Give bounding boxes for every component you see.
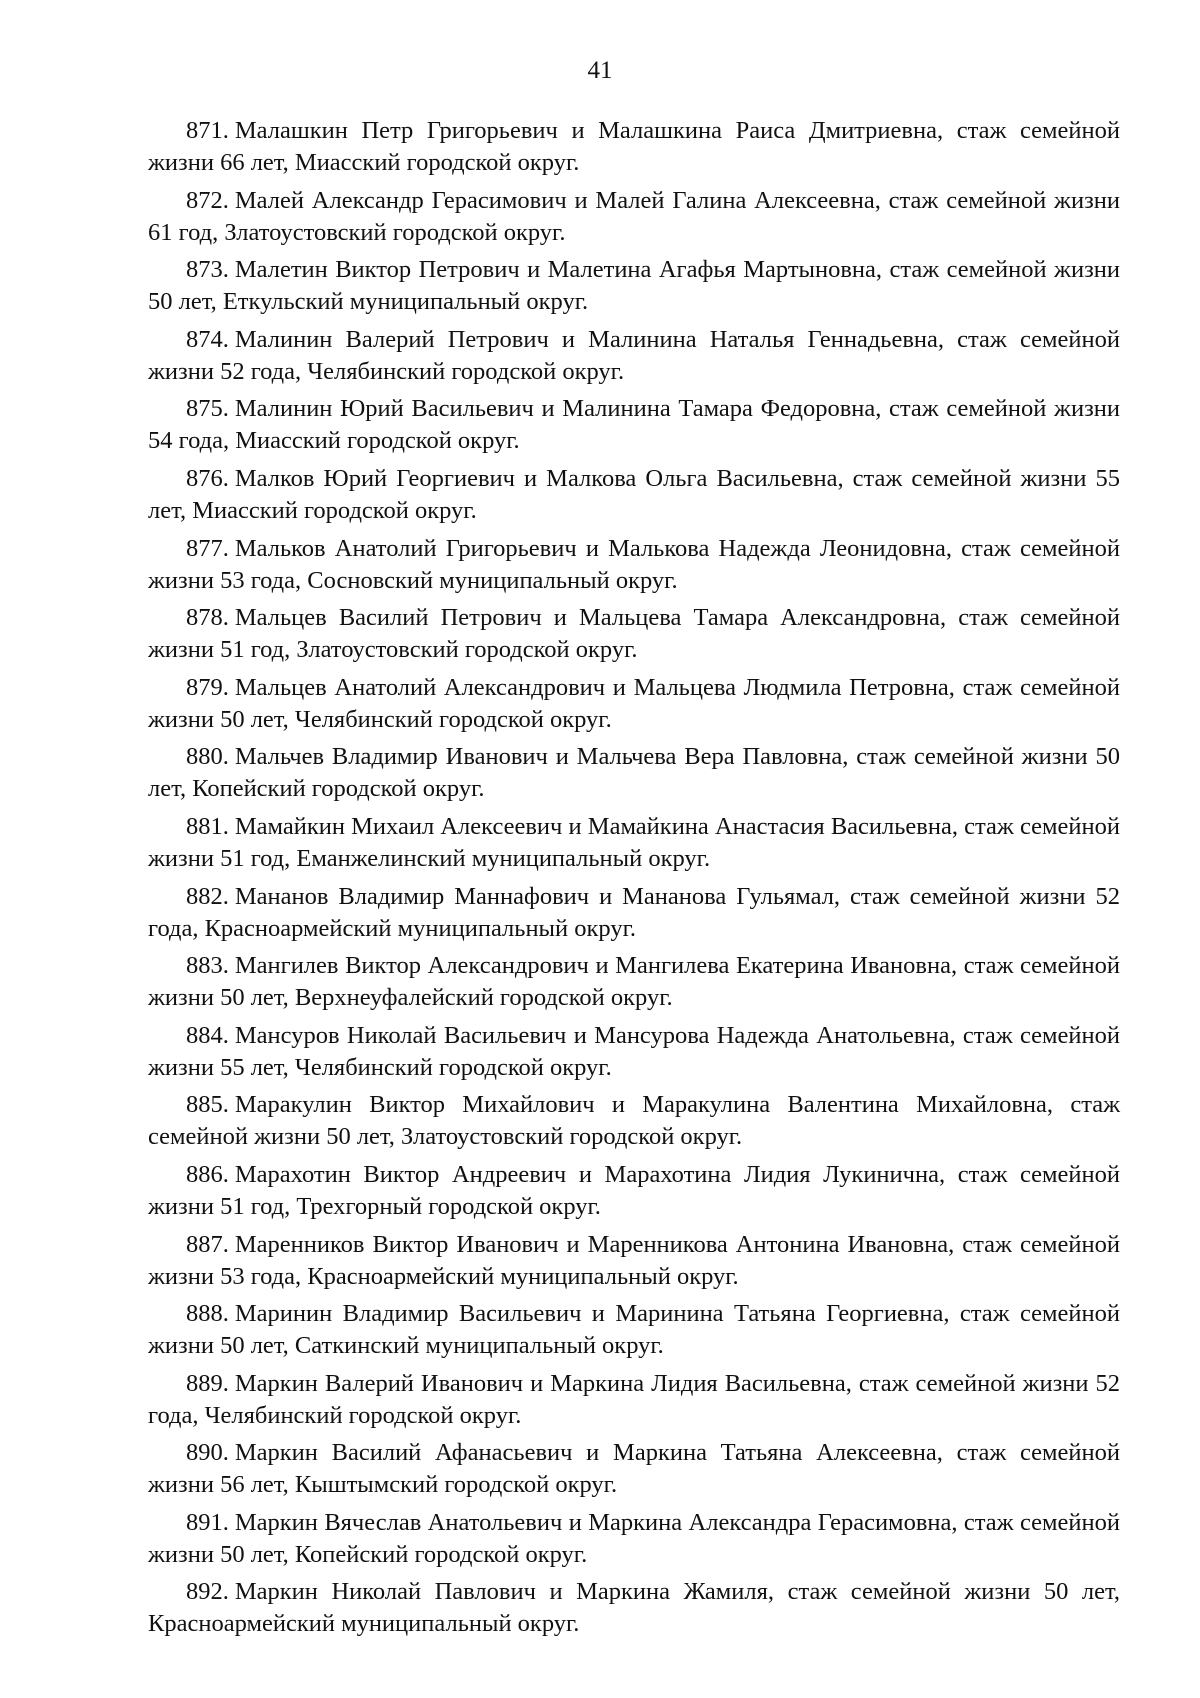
item-text: Мальцев Анатолий Александрович и Мальцева Людмила Петровна, стаж семейной жизни 50 лет, Челябинский городской округ. bbox=[148, 673, 1120, 733]
item-number: 874. bbox=[186, 325, 229, 353]
item-number: 872. bbox=[186, 186, 229, 214]
item-text: Малинин Валерий Петрович и Малинина Наталья Геннадьевна, стаж семейной жизни 52 года, Челябинский городской округ. bbox=[148, 325, 1120, 385]
item-text: Маренников Виктор Иванович и Маренникова Антонина Ивановна, стаж семейной жизни 53 года, Красноармейский муниципальный округ. bbox=[148, 1230, 1120, 1290]
item-number: 888. bbox=[186, 1300, 229, 1328]
list-item bbox=[148, 602, 1120, 666]
item-number: 879. bbox=[186, 673, 229, 701]
item-text: Мамайкин Михаил Алексеевич и Мамайкина Анастасия Васильевна, стаж семейной жизни 51 год, Еманжелинский муниципальный округ. bbox=[148, 812, 1120, 872]
item-number: 887. bbox=[186, 1230, 229, 1258]
list-item bbox=[148, 672, 1120, 736]
item-number: 876. bbox=[186, 464, 229, 492]
page-number: 41 bbox=[587, 57, 613, 84]
list-item bbox=[148, 324, 1120, 388]
item-text: Малинин Юрий Васильевич и Малинина Тамара Федоровна, стаж семейной жизни 54 года, Миасский городской округ. bbox=[148, 395, 1120, 455]
item-number: 889. bbox=[186, 1369, 229, 1397]
award-list bbox=[148, 115, 1120, 1646]
item-text: Маркин Василий Афанасьевич и Маркина Татьяна Алексеевна, стаж семейной жизни 56 лет, Кыштымский городской округ. bbox=[148, 1439, 1120, 1499]
item-number: 873. bbox=[186, 256, 229, 284]
list-item bbox=[148, 1229, 1120, 1293]
item-number: 892. bbox=[186, 1578, 229, 1606]
item-text: Марахотин Виктор Андреевич и Марахотина Лидия Лукинична, стаж семейной жизни 51 год, Трехгорный городской округ. bbox=[148, 1160, 1120, 1220]
list-item bbox=[148, 811, 1120, 875]
list-item bbox=[148, 1159, 1120, 1223]
item-text: Мальцев Василий Петрович и Мальцева Тамара Александровна, стаж семейной жизни 51 год, Златоустовский городской округ. bbox=[148, 604, 1120, 664]
item-number: 880. bbox=[186, 743, 229, 771]
item-number: 878. bbox=[186, 604, 229, 632]
list-item bbox=[148, 1437, 1120, 1501]
item-number: 886. bbox=[186, 1160, 229, 1188]
item-text: Маракулин Виктор Михайлович и Маракулина Валентина Михайловна, стаж семейной жизни 50 лет, Златоустовский городской округ. bbox=[148, 1091, 1120, 1151]
item-text: Маркин Вячеслав Анатольевич и Маркина Александра Герасимовна, стаж семейной жизни 50 лет, Копейский городской округ. bbox=[148, 1508, 1120, 1568]
item-number: 875. bbox=[186, 395, 229, 423]
list-item bbox=[148, 254, 1120, 318]
list-item bbox=[148, 1089, 1120, 1153]
item-number: 891. bbox=[186, 1508, 229, 1536]
list-item bbox=[148, 1576, 1120, 1640]
list-item bbox=[148, 1507, 1120, 1571]
item-number: 882. bbox=[186, 882, 229, 910]
item-text: Маринин Владимир Васильевич и Маринина Татьяна Георгиевна, стаж семейной жизни 50 лет, Саткинский муниципальный округ. bbox=[148, 1300, 1120, 1360]
item-text: Малков Юрий Георгиевич и Малкова Ольга Васильевна, стаж семейной жизни 55 лет, Миасский городской округ. bbox=[148, 464, 1120, 524]
item-number: 881. bbox=[186, 812, 229, 840]
list-item bbox=[148, 463, 1120, 527]
item-text: Малашкин Петр Григорьевич и Малашкина Раиса Дмитриевна, стаж семейной жизни 66 лет, Миасский городской округ. bbox=[148, 117, 1120, 176]
list-item bbox=[148, 393, 1120, 457]
list-item bbox=[148, 115, 1120, 179]
list-item bbox=[148, 533, 1120, 597]
item-text: Мансуров Николай Васильевич и Мансурова Надежда Анатольевна, стаж семейной жизни 55 лет, Челябинский городской округ. bbox=[148, 1021, 1120, 1081]
list-item bbox=[148, 1298, 1120, 1362]
item-text: Малей Александр Герасимович и Малей Галина Алексеевна, стаж семейной жизни 61 год, Златоустовский городской округ. bbox=[148, 186, 1120, 246]
item-text: Маркин Валерий Иванович и Маркина Лидия Васильевна, стаж семейной жизни 52 года, Челябинский городской округ. bbox=[148, 1369, 1120, 1429]
list-item bbox=[148, 881, 1120, 945]
item-text: Мананов Владимир Маннафович и Мананова Гульямал, стаж семейной жизни 52 года, Красноармейский муниципальный округ. bbox=[148, 882, 1120, 942]
list-item bbox=[148, 185, 1120, 249]
item-number: 884. bbox=[186, 1021, 229, 1049]
item-number: 883. bbox=[186, 952, 229, 980]
list-item bbox=[148, 1368, 1120, 1432]
item-number: 877. bbox=[186, 534, 229, 562]
list-item bbox=[148, 950, 1120, 1014]
list-item bbox=[148, 741, 1120, 805]
list-item bbox=[148, 1020, 1120, 1084]
item-number: 885. bbox=[186, 1091, 229, 1119]
item-number: 871. bbox=[186, 117, 229, 144]
item-text: Маркин Николай Павлович и Маркина Жамиля, стаж семейной жизни 50 лет, Красноармейский муниципальный округ. bbox=[148, 1578, 1120, 1638]
item-text: Малетин Виктор Петрович и Малетина Агафья Мартыновна, стаж семейной жизни 50 лет, Еткульский муниципальный округ. bbox=[148, 256, 1120, 316]
item-text: Мангилев Виктор Александрович и Мангилева Екатерина Ивановна, стаж семейной жизни 50 лет, Верхнеуфалейский городской округ. bbox=[148, 952, 1120, 1012]
item-text: Мальков Анатолий Григорьевич и Малькова Надежда Леонидовна, стаж семейной жизни 53 года, Сосновский муниципальный округ. bbox=[148, 534, 1120, 594]
item-number: 890. bbox=[186, 1439, 229, 1467]
item-text: Мальчев Владимир Иванович и Мальчева Вера Павловна, стаж семейной жизни 50 лет, Копейский городской округ. bbox=[148, 743, 1120, 803]
